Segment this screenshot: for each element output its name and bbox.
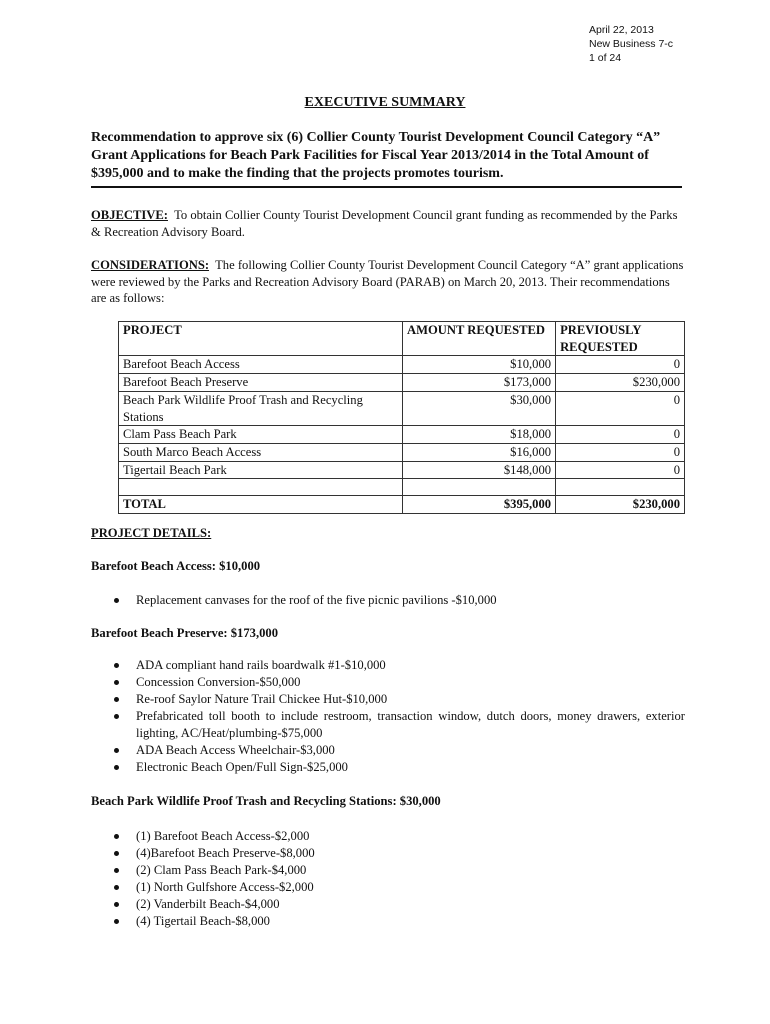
project-table — [118, 321, 685, 514]
project-name: Beach Park Wildlife Proof Trash and Recycling Stations — [119, 391, 403, 425]
bullet-icon — [114, 868, 119, 873]
project-details-heading: PROJECT DETAILS: — [91, 526, 212, 540]
header-page-number: 1 of 24 — [589, 52, 622, 64]
table-row — [119, 391, 685, 425]
amount-requested: $30,000 — [403, 391, 556, 425]
list-item — [91, 674, 685, 691]
list-item-text: (2) Clam Pass Beach Park-$4,000 — [136, 863, 307, 877]
table-row — [119, 443, 685, 461]
section-heading: Beach Park Wildlife Proof Trash and Recycling Stations: $30,000 — [91, 794, 441, 808]
header-previously-requested: PREVIOUSLY REQUESTED — [556, 322, 685, 356]
total-label: TOTAL — [119, 496, 403, 514]
spacer-cell — [119, 479, 403, 496]
list-item-text: Replacement canvases for the roof of the five picnic pavilions -$10,000 — [136, 593, 497, 607]
bullet-icon — [114, 663, 119, 668]
table-row — [119, 461, 685, 479]
header-agenda-item: New Business 7-c — [589, 38, 674, 50]
previously-requested: 0 — [556, 461, 685, 479]
list-item-text: Concession Conversion-$50,000 — [136, 675, 301, 689]
bullet-icon — [114, 748, 119, 753]
objective-label: OBJECTIVE: — [91, 208, 168, 222]
amount-requested: $148,000 — [403, 461, 556, 479]
page-title: EXECUTIVE SUMMARY — [304, 95, 466, 110]
table-spacer-row — [119, 479, 685, 496]
page-header — [589, 23, 673, 65]
project-name: South Marco Beach Access — [119, 443, 403, 461]
list-item — [91, 657, 685, 674]
list-item — [91, 592, 685, 609]
bullet-list — [91, 592, 685, 609]
considerations-label: CONSIDERATIONS: — [91, 258, 210, 272]
header-date: April 22, 2013 — [589, 24, 654, 36]
previously-requested: 0 — [556, 426, 685, 444]
project-name: Clam Pass Beach Park — [119, 426, 403, 444]
project-name: Tigertail Beach Park — [119, 461, 403, 479]
bullet-icon — [114, 765, 119, 770]
table-header-row — [119, 322, 685, 356]
list-item-text: (1) North Gulfshore Access-$2,000 — [136, 880, 314, 894]
table-row — [119, 356, 685, 374]
amount-requested: $10,000 — [403, 356, 556, 374]
bullet-list — [91, 828, 685, 930]
header-project: PROJECT — [119, 322, 403, 356]
total-previously-requested: $230,000 — [556, 496, 685, 514]
amount-requested: $16,000 — [403, 443, 556, 461]
previously-requested: 0 — [556, 391, 685, 425]
list-item — [91, 708, 685, 742]
list-item-text: Re-roof Saylor Nature Trail Chickee Hut-$10,000 — [136, 692, 388, 706]
recommendation-text: Recommendation to approve six (6) Collier County Tourist Development Council Category “A” Grant Applications for Beach Park Facilities for Fiscal Year 2013/2014 in the Total Amount of $395,000 and to make the finding that the projects promotes tourism. — [91, 130, 661, 181]
bullet-list — [91, 657, 685, 776]
bullet-icon — [114, 697, 119, 702]
table-row — [119, 374, 685, 392]
list-item — [91, 845, 685, 862]
list-item — [91, 896, 685, 913]
section-heading: Barefoot Beach Preserve: $173,000 — [91, 626, 278, 640]
bullet-icon — [114, 598, 119, 603]
amount-requested: $173,000 — [403, 374, 556, 392]
list-item — [91, 879, 685, 896]
spacer-cell — [556, 479, 685, 496]
amount-requested: $18,000 — [403, 426, 556, 444]
objective-text: To obtain Collier County Tourist Development Council grant funding as recommended by the Parks & Recreation Advisory Board. — [91, 208, 678, 239]
list-item-text: ADA compliant hand rails boardwalk #1-$10,000 — [136, 658, 386, 672]
header-amount-requested: AMOUNT REQUESTED — [403, 322, 556, 356]
list-item — [91, 759, 685, 776]
list-item-text: ADA Beach Access Wheelchair-$3,000 — [136, 743, 335, 757]
bullet-icon — [114, 834, 119, 839]
table-row — [119, 426, 685, 444]
list-item — [91, 742, 685, 759]
considerations-text: The following Collier County Tourist Development Council Category “A” grant applications were reviewed by the Parks and Recreation Advisory Board (PARAB) on March 20, 2013. Their recommendations are as follows: — [91, 258, 684, 306]
bullet-icon — [114, 714, 119, 719]
spacer-cell — [403, 479, 556, 496]
bullet-icon — [114, 680, 119, 685]
previously-requested: $230,000 — [556, 374, 685, 392]
previously-requested: 0 — [556, 356, 685, 374]
list-item-text: (2) Vanderbilt Beach-$4,000 — [136, 897, 280, 911]
list-item — [91, 691, 685, 708]
list-item — [91, 862, 685, 879]
section-heading: Barefoot Beach Access: $10,000 — [91, 559, 261, 573]
project-name: Barefoot Beach Preserve — [119, 374, 403, 392]
project-name: Barefoot Beach Access — [119, 356, 403, 374]
list-item — [91, 828, 685, 845]
list-item-text: (4) Tigertail Beach-$8,000 — [136, 914, 270, 928]
considerations-paragraph — [91, 257, 685, 307]
horizontal-rule — [91, 186, 682, 188]
total-amount-requested: $395,000 — [403, 496, 556, 514]
list-item-text: (4)Barefoot Beach Preserve-$8,000 — [136, 846, 315, 860]
list-item-text: Electronic Beach Open/Full Sign-$25,000 — [136, 760, 348, 774]
previously-requested: 0 — [556, 443, 685, 461]
table-total-row — [119, 496, 685, 514]
list-item-text: (1) Barefoot Beach Access-$2,000 — [136, 829, 310, 843]
list-item — [91, 913, 685, 930]
bullet-icon — [114, 902, 119, 907]
list-item-text: Prefabricated toll booth to include restroom, transaction window, dutch doors, money drawers, exterior lighting, AC/Heat/plumbing-$75,000 — [136, 709, 685, 740]
bullet-icon — [114, 919, 119, 924]
bullet-icon — [114, 851, 119, 856]
bullet-icon — [114, 885, 119, 890]
objective-paragraph — [91, 207, 685, 240]
